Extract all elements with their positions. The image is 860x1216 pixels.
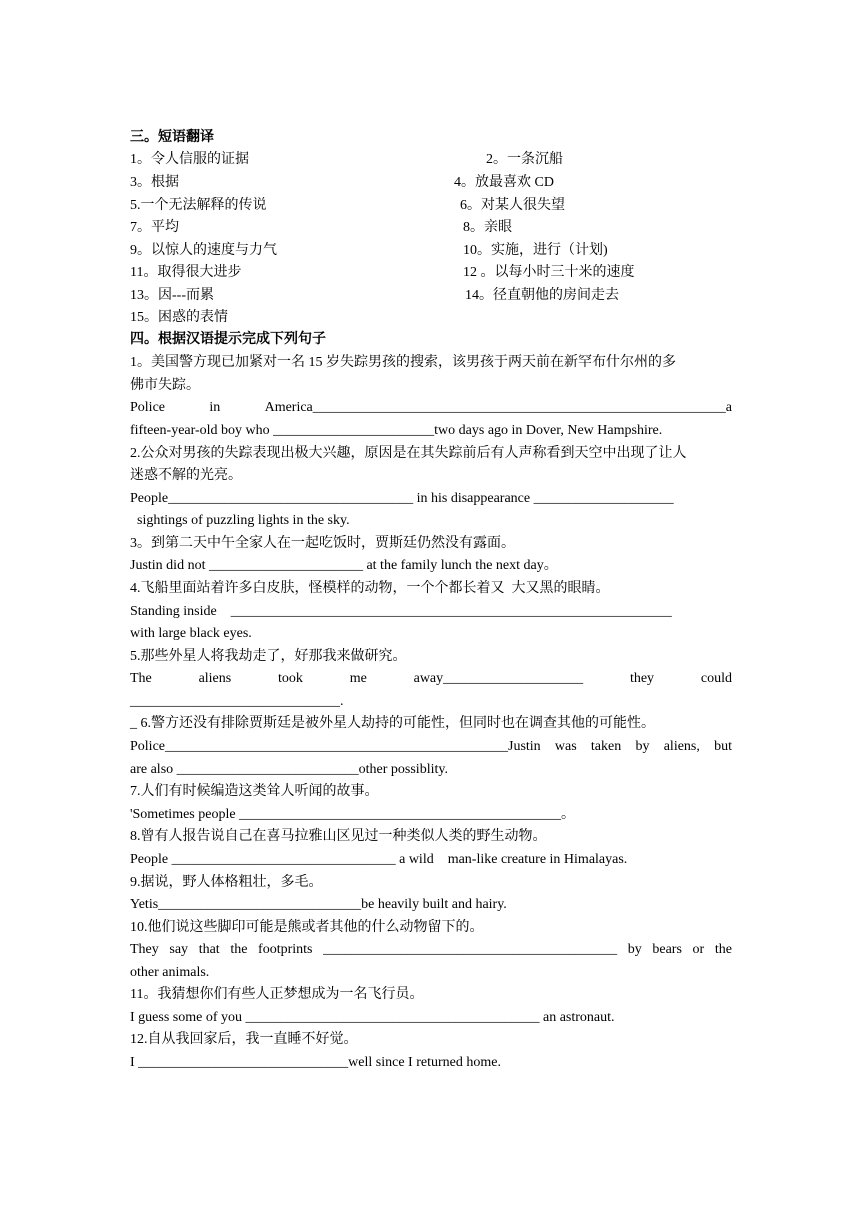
phrase-left: 13。因---而累 xyxy=(130,288,214,303)
word: by xyxy=(627,942,642,957)
q2-chinese-cont: 迷惑不解的光亮。 xyxy=(130,468,242,483)
word: bears xyxy=(652,942,682,957)
q10-english-cont: other animals. xyxy=(130,965,210,980)
q5-chinese: 5.那些外星人将我劫走了，好那我来做研究。 xyxy=(130,649,407,664)
q2-english-cont: sightings of puzzling lights in the sky. xyxy=(130,513,350,528)
word: was xyxy=(554,739,577,754)
word: The xyxy=(130,671,152,686)
q2-chinese: 2.公众对男孩的失踪表现出极大兴趣，原因是在其失踪前后有人声称看到天空中出现了让人 xyxy=(130,446,687,461)
word: that xyxy=(198,942,220,957)
q6-chinese: _ 6.警方还没有排除贾斯廷是被外星人劫持的可能性，但同时也在调查其他的可能性。 xyxy=(130,716,655,731)
word: could xyxy=(700,671,732,686)
q5-english-cont: ______________________________. xyxy=(130,694,344,709)
q7-chinese: 7.人们有时候编造这类耸人听闻的故事。 xyxy=(130,784,379,799)
phrase-right: 6。对某人很失望 xyxy=(460,198,565,213)
word: the xyxy=(714,942,732,957)
phrase-right: 10。实施，进行（计划) xyxy=(463,243,608,258)
q10-chinese: 10.他们说这些脚印可能是熊或者其他的什么动物留下的。 xyxy=(130,920,484,935)
phrase-left: 11。取得很大进步 xyxy=(130,265,242,280)
word: away____________________ xyxy=(413,671,584,686)
phrase-right: 8。亲眼 xyxy=(463,220,512,235)
word: in xyxy=(209,400,221,415)
q1-chinese: 1。美国警方现已加紧对一名 15 岁失踪男孩的搜索，该男孩于两天前在新罕布什尔州的多 xyxy=(130,355,676,370)
word: Police xyxy=(130,400,165,415)
phrase-left: 9。以惊人的速度与力气 xyxy=(130,243,277,258)
q12-chinese: 12.自从我回家后，我一直睡不好觉。 xyxy=(130,1032,358,1047)
phrase-row xyxy=(130,150,249,170)
q6-english-cont: are also __________________________other possiblity. xyxy=(130,762,448,777)
q9-english: Yetis_____________________________be heavily built and hairy. xyxy=(130,897,507,912)
phrase-left: 5.一个无法解释的传说 xyxy=(130,198,267,213)
q2-english: People___________________________________ in his disappearance ____________________ xyxy=(130,491,674,506)
q4-chinese: 4.飞船里面站着许多白皮肤，怪模样的动物，一个个都长着又 大又黑的眼睛。 xyxy=(130,581,610,596)
phrase-left: 1。令人信服的证据 xyxy=(130,152,249,167)
word: footprints xyxy=(258,942,313,957)
q7-english: 'Sometimes people ______________________________________________。 xyxy=(130,807,576,822)
word: They xyxy=(130,942,159,957)
q8-english: People ________________________________ a wild man-like creature in Himalayas. xyxy=(130,852,628,867)
word: Police_________________________________________________Justin xyxy=(130,739,541,754)
word: by xyxy=(635,739,650,754)
word: they xyxy=(629,671,655,686)
section3-heading: 三。短语翻译 xyxy=(130,130,214,145)
word: say xyxy=(169,942,189,957)
section4-heading: 四。根据汉语提示完成下列句子 xyxy=(130,332,326,347)
phrase-right: 4。放最喜欢 CD xyxy=(454,175,554,190)
word: America___________________________________________________________a xyxy=(264,400,732,415)
phrase-right: 12 。以每小时三十米的速度 xyxy=(463,265,635,280)
phrase-left: 3。根据 xyxy=(130,175,179,190)
q1-english-cont: fifteen-year-old boy who _______________________two days ago in Dover, New Hampshire. xyxy=(130,423,663,438)
word: aliens xyxy=(198,671,232,686)
phrase-right: 2。一条沉船 xyxy=(486,152,563,167)
phrase-left: 15。困惑的表情 xyxy=(130,310,228,325)
q9-chinese: 9.据说，野人体格粗壮，多毛。 xyxy=(130,875,323,890)
word: __________________________________________ xyxy=(323,942,618,957)
q5-english xyxy=(130,669,732,689)
q8-chinese: 8.曾有人报告说自己在喜马拉雅山区见过一种类似人类的野生动物。 xyxy=(130,829,547,844)
q12-english: I ______________________________well since I returned home. xyxy=(130,1055,501,1070)
q4-english-cont: with large black eyes. xyxy=(130,626,252,641)
word: but xyxy=(714,739,732,754)
q11-chinese: 11。我猜想你们有些人正梦想成为一名飞行员。 xyxy=(130,987,424,1002)
phrase-right: 14。径直朝他的房间走去 xyxy=(465,288,619,303)
q3-english: Justin did not ______________________ at the family lunch the next day。 xyxy=(130,558,558,573)
word: the xyxy=(230,942,248,957)
q11-english: I guess some of you __________________________________________ an astronaut. xyxy=(130,1010,615,1025)
q3-chinese: 3。到第二天中午全家人在一起吃饭时，贾斯廷仍然没有露面。 xyxy=(130,536,515,551)
word: taken xyxy=(590,739,622,754)
word: me xyxy=(349,671,367,686)
q1-chinese-cont: 佛市失踪。 xyxy=(130,378,200,393)
phrase-left: 7。平均 xyxy=(130,220,179,235)
q1-english xyxy=(130,398,732,418)
q10-english xyxy=(130,940,732,960)
word: took xyxy=(278,671,303,686)
q4-english: Standing inside _______________________________________________________________ xyxy=(130,604,672,619)
word: or xyxy=(692,942,705,957)
q6-english xyxy=(130,737,732,757)
word: aliens, xyxy=(663,739,700,754)
